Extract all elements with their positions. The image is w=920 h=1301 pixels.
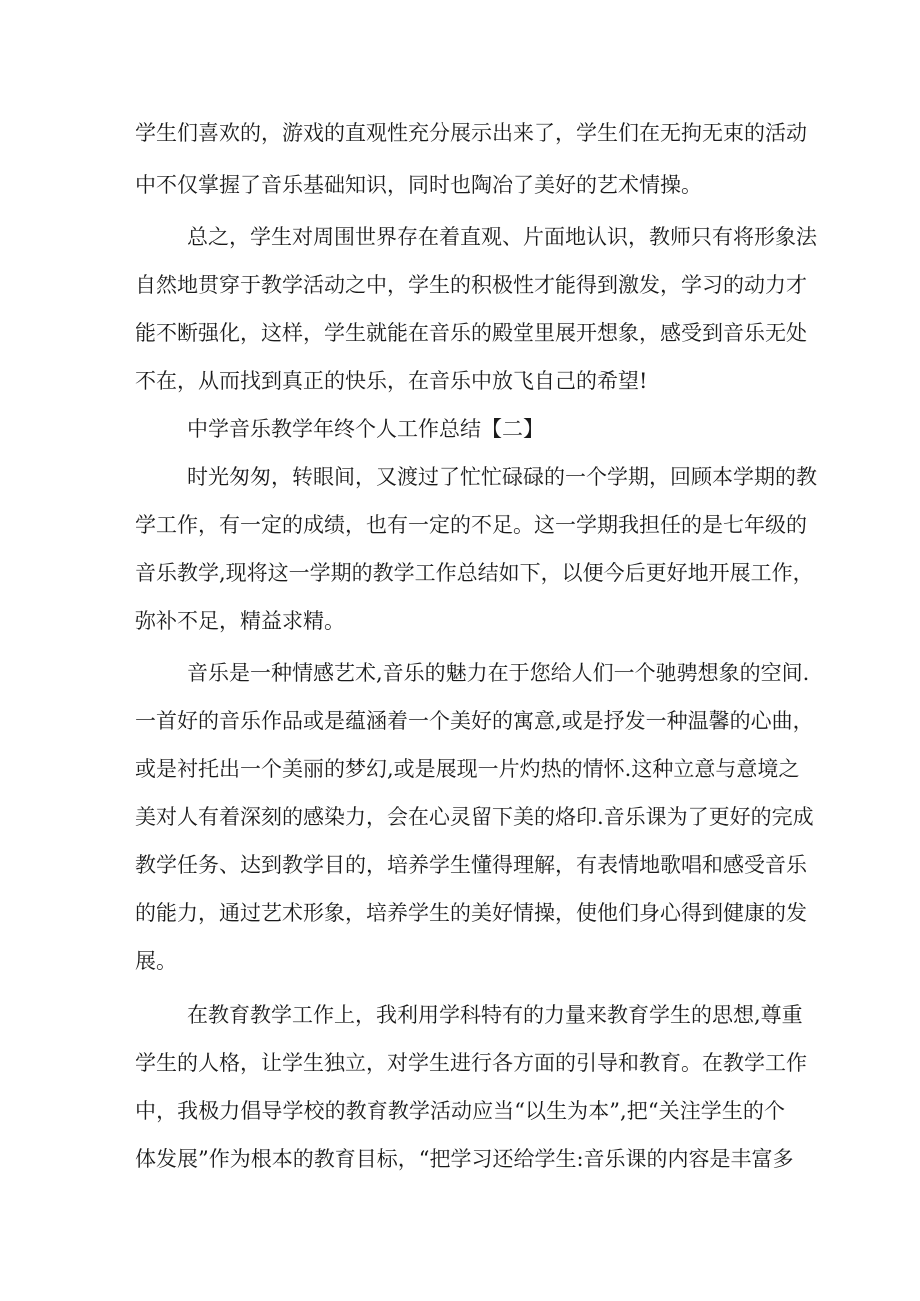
paragraph-line: 一首好的音乐作品或是蕴涵着一个美好的寓意,或是抒发一种温馨的心曲， [135, 709, 814, 733]
paragraph-line: 不在，从而找到真正的快乐，在音乐中放飞自己的希望! [135, 369, 648, 393]
paragraph-line: 音乐教学,现将这一学期的教学工作总结如下，以便今后更好地开展工作， [135, 561, 814, 585]
section-heading: 中学音乐教学年终个人工作总结【二】 [187, 417, 544, 441]
paragraph-line: 音乐是一种情感艺术,音乐的魅力在于您给人们一个驰骋想象的空间. [187, 661, 810, 685]
paragraph-line: 弥补不足，精益求精。 [135, 609, 345, 633]
paragraph-line: 展。 [135, 949, 177, 973]
paragraph-line: 学工作，有一定的成绩，也有一定的不足。这一学期我担任的是七年级的 [135, 513, 807, 537]
paragraph-line: 教学任务、达到教学目的，培养学生懂得理解，有表情地歌唱和感受音乐 [135, 853, 807, 877]
paragraph-line: 学生们喜欢的，游戏的直观性充分展示出来了，学生们在无拘无束的活动 [135, 121, 807, 145]
paragraph-line: 在教育教学工作上，我利用学科特有的力量来教育学生的思想,尊重 [187, 1003, 803, 1027]
paragraph-line: 学生的人格，让学生独立，对学生进行各方面的引导和教育。在教学工作 [135, 1051, 807, 1075]
paragraph-line: 或是衬托出一个美丽的梦幻,或是展现一片灼热的情怀.这种立意与意境之 [135, 757, 800, 781]
paragraph-line: 能不断强化，这样，学生就能在音乐的殿堂里展开想象，感受到音乐无处 [135, 321, 807, 345]
paragraph-line: 中不仅掌握了音乐基础知识，同时也陶冶了美好的艺术情操。 [135, 173, 702, 197]
paragraph-line: 自然地贯穿于教学活动之中，学生的积极性才能得到激发，学习的动力才 [135, 273, 807, 297]
paragraph-line: 体发展”作为根本的教育目标，“把学习还给学生:音乐课的内容是丰富多 [135, 1147, 794, 1171]
paragraph-line: 总之，学生对周围世界存在着直观、片面地认识，教师只有将形象法 [187, 225, 817, 249]
paragraph-line: 美对人有着深刻的感染力，会在心灵留下美的烙印.音乐课为了更好的完成 [135, 805, 814, 829]
paragraph-line: 的能力，通过艺术形象，培养学生的美好情操，使他们身心得到健康的发 [135, 901, 807, 925]
paragraph-line: 时光匆匆，转眼间，又渡过了忙忙碌碌的一个学期，回顾本学期的教 [187, 465, 817, 489]
paragraph-line: 中，我极力倡导学校的教育教学活动应当“以生为本”,把“关注学生的个 [135, 1099, 785, 1123]
